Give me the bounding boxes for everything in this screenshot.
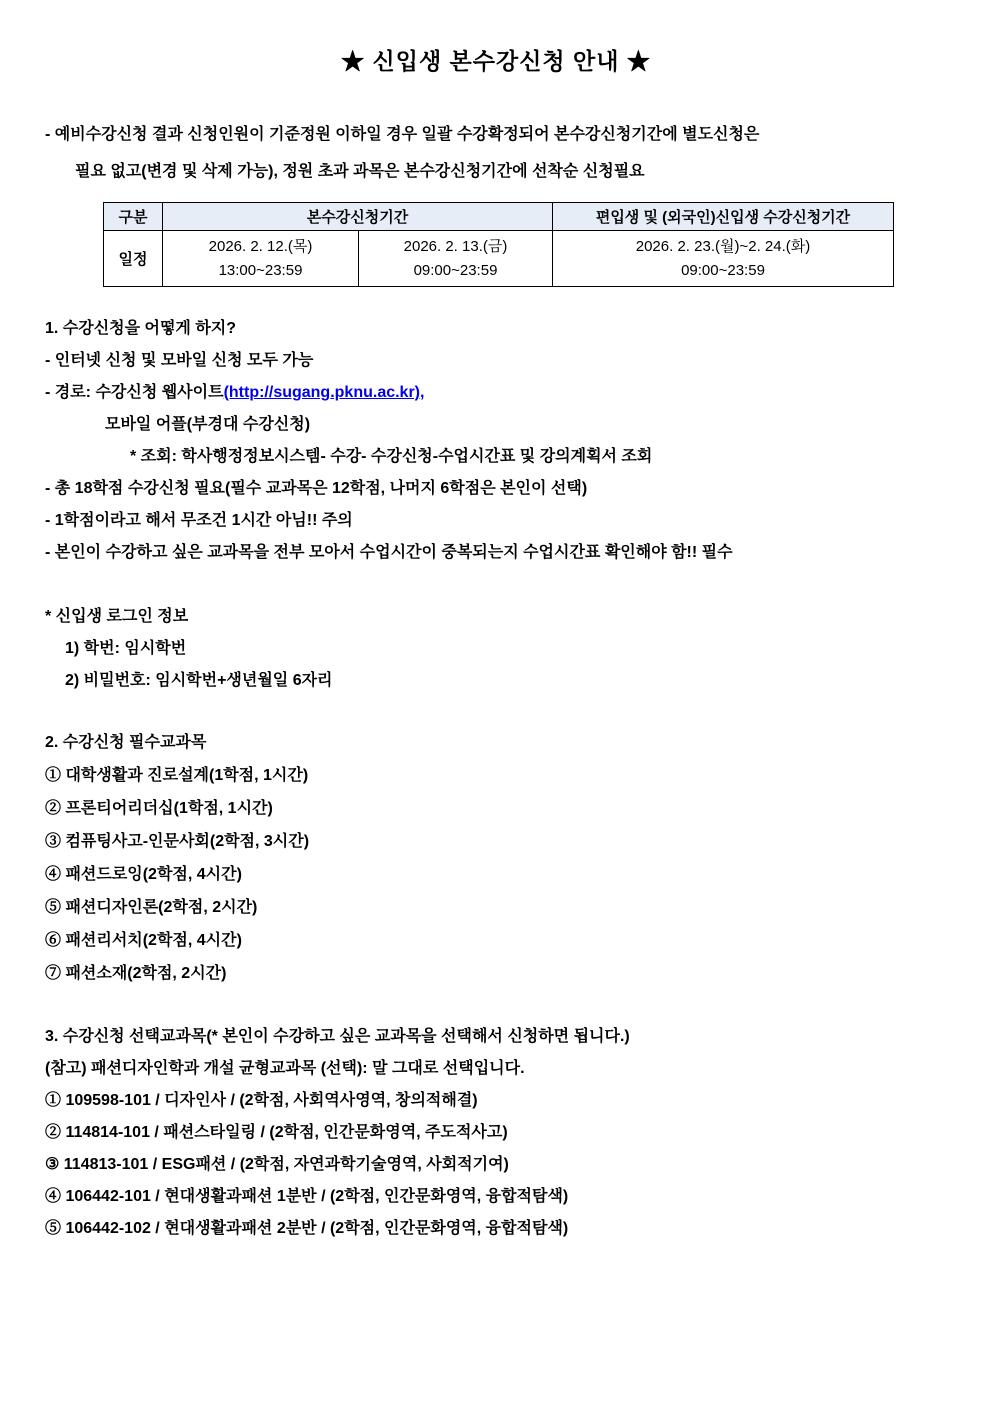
schedule-cell-transfer xyxy=(553,231,894,287)
elective-course-item: ③ 114813-101 / ESG패션 / (2학점, 자연과학기술영역, 사회적기여) xyxy=(45,1156,509,1173)
login-info-item: 1) 학번: 임시학번 xyxy=(65,640,187,657)
schedule-cell-main-1 xyxy=(163,231,359,287)
page-title: ★ 신입생 본수강신청 안내 ★ xyxy=(341,48,651,74)
login-info-item: 2) 비밀번호: 임시학번+생년월일 6자리 xyxy=(65,672,333,689)
header-cell-main-period: 본수강신청기간 xyxy=(163,203,553,231)
section1-heading: 1. 수강신청을 어떻게 하지? xyxy=(45,320,237,337)
schedule-data-row xyxy=(104,231,894,287)
login-info-heading: * 신입생 로그인 정보 xyxy=(45,608,189,625)
required-course-item: ① 대학생활과 진로설계(1학점, 1시간) xyxy=(45,767,309,784)
required-course-item: ④ 패션드로잉(2학점, 4시간) xyxy=(45,866,242,883)
section-required-courses xyxy=(0,726,992,990)
required-course-item: ⑥ 패션리서치(2학점, 4시간) xyxy=(45,932,242,949)
section-how-to xyxy=(0,313,992,569)
credits-line: - 총 18학점 수강신청 필요(필수 교과목은 12학점, 나머지 6학점은 본인이 선택) xyxy=(45,480,588,497)
elective-course-item: ② 114814-101 / 패션스타일링 / (2학점, 인간문화영역, 주도적사고) xyxy=(45,1124,508,1141)
section3-note: (참고) 패션디자인학과 개설 균형교과목 (선택): 말 그대로 선택입니다. xyxy=(45,1060,525,1077)
schedule-date: 2026. 2. 12.(목) xyxy=(208,237,313,255)
path-prefix: - 경로: 수강신청 웹사이트 xyxy=(45,384,224,401)
registration-path-line xyxy=(0,377,992,409)
intro-line-1: - 예비수강신청 결과 신청인원이 기준정원 이하일 경우 일괄 수강확정되어 본수강신청기간에 별도신청은 xyxy=(45,126,760,143)
schedule-date: 2026. 2. 23.(월)~2. 24.(화) xyxy=(635,237,811,255)
elective-course-item: ① 109598-101 / 디자인사 / (2학점, 사회역사영역, 창의적해결) xyxy=(45,1092,478,1109)
internet-mobile-line: - 인터넷 신청 및 모바일 신청 모두 가능 xyxy=(45,352,314,369)
path-suffix: , xyxy=(420,384,425,401)
section2-heading: 2. 수강신청 필수교과목 xyxy=(45,734,207,751)
elective-course-item: ⑤ 106442-102 / 현대생활과패션 2분반 / (2학점, 인간문화영역, 융합적탐색) xyxy=(45,1220,569,1237)
warning-line: - 1학점이라고 해서 무조건 1시간 아님!! 주의 xyxy=(45,512,353,529)
intro-line-2: 필요 없고(변경 및 삭제 가능), 정원 초과 과목은 본수강신청기간에 선착순 신청필요 xyxy=(75,163,645,180)
schedule-table xyxy=(103,202,894,287)
required-course-item: ③ 컴퓨팅사고-인문사회(2학점, 3시간) xyxy=(45,833,310,850)
schedule-date: 2026. 2. 13.(금) xyxy=(403,237,508,255)
login-info-block xyxy=(0,601,992,697)
timetable-check-line: - 본인이 수강하고 싶은 교과목을 전부 모아서 수업시간이 중복되는지 수업시간표 확인해야 함!! 필수 xyxy=(45,544,733,561)
header-cell-transfer-period: 편입생 및 (외국인)신입생 수강신청기간 xyxy=(553,203,894,231)
elective-course-item: ④ 106442-101 / 현대생활과패션 1분반 / (2학점, 인간문화영역, 융합적탐색) xyxy=(45,1188,569,1205)
mobile-app-line: 모바일 어플(부경대 수강신청) xyxy=(105,416,311,433)
section3-heading: 3. 수강신청 선택교과목(* 본인이 수강하고 싶은 교과목을 선택해서 신청하면 됩니다.) xyxy=(45,1028,630,1045)
required-course-item: ② 프론티어리더십(1학점, 1시간) xyxy=(45,800,273,817)
schedule-header-row xyxy=(104,203,894,231)
intro-paragraph xyxy=(0,116,992,190)
required-course-item: ⑤ 패션디자인론(2학점, 2시간) xyxy=(45,899,258,916)
schedule-time: 09:00~23:59 xyxy=(413,261,498,279)
lookup-line: * 조회: 학사행정정보시스템- 수강- 수강신청-수업시간표 및 강의계획서 조회 xyxy=(130,448,653,465)
sugang-website-link[interactable]: (http://sugang.pknu.ac.kr) xyxy=(223,384,421,401)
header-cell-category: 구분 xyxy=(104,203,163,231)
schedule-time: 13:00~23:59 xyxy=(218,261,303,279)
schedule-time: 09:00~23:59 xyxy=(681,261,765,279)
schedule-cell-main-2 xyxy=(359,231,553,287)
required-course-item: ⑦ 패션소재(2학점, 2시간) xyxy=(45,965,227,982)
row-label-schedule: 일정 xyxy=(104,231,163,287)
section-elective-courses xyxy=(0,1021,992,1245)
